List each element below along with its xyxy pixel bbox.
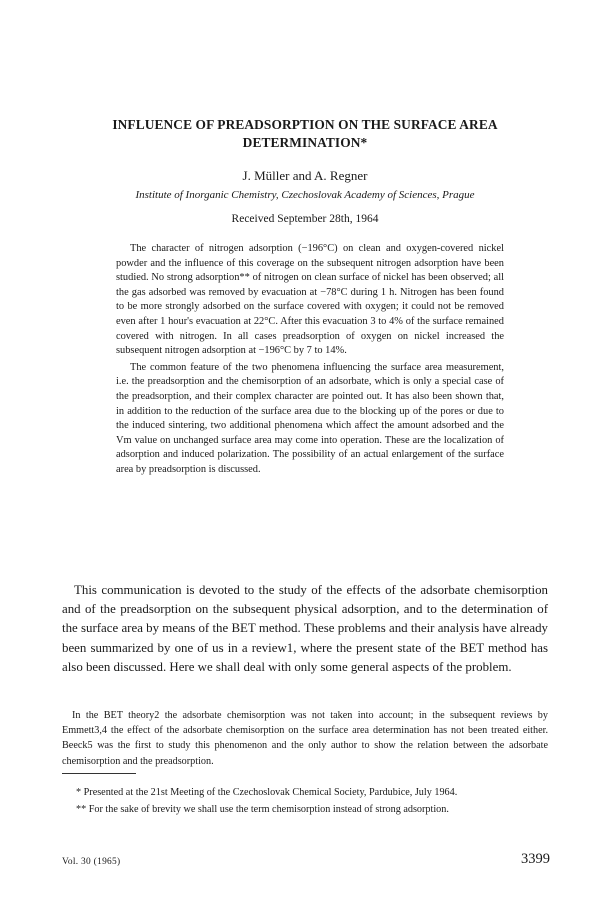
intro-paragraph: This communication is devoted to the study of the effects of the adsorbate chemisorption and of the preadsorption on the subsequent physical adsorption, and to the determination of the surface area by means of the BET method. These problems and their analysis have already been summarized by one of us in a review1, where the present state of the BET method has also been discussed. Here we shall deal with only some general aspects of the problem. — [62, 583, 548, 674]
footnote-2: ** For the sake of brevity we shall use the term chemisorption instead of strong adsorption. — [76, 804, 449, 815]
received-date: Received September 28th, 1964 — [231, 213, 379, 225]
paper-title: INFLUENCE OF PREADSORPTION ON THE SURFACE AREA DETERMINATION* — [112, 117, 498, 150]
footnotes — [62, 786, 548, 817]
authors: J. Müller and A. Regner — [242, 168, 368, 183]
abstract — [116, 242, 504, 478]
body-paragraph: In the BET theory2 the adsorbate chemisorption was not taken into account; in the subsequent reviews by Emmett3,4 the effect of the adsorbate chemisorption on the surface area determination has not been treated either. Beeck5 was the first to study this phenomenon and the only author to show the relation between the adsorbate chemisorption and the preadsorption. — [62, 710, 548, 767]
abstract-paragraph-1: The character of nitrogen adsorption (−196°C) on clean and oxygen-covered nickel powder and the influence of this coverage on the subsequent nitrogen adsorption have been studied. No strong adsorption** of nitrogen on clean surface of nickel has been observed; all the gas adsorbed was removed by evacuation at −78°C during 1 h. Nitrogen has been found to be more strongly adsorbed on the surface covered with oxygen; it could not be removed even after 1 hour's evacuation at 22°C. After this evacuation 3 to 4% of the surface remained covered with nitrogen. In all cases preadsorption of oxygen on nickel increased the subsequent nitrogen adsorption at −196°C by 7 to 14%. — [116, 243, 504, 357]
volume-info: Vol. 30 (1965) — [62, 857, 121, 867]
page-number: 3399 — [521, 851, 550, 867]
affiliation: Institute of Inorganic Chemistry, Czechoslovak Academy of Sciences, Prague — [135, 189, 475, 201]
footnote-divider — [62, 773, 136, 774]
footnote-1: * Presented at the 21st Meeting of the Czechoslovak Chemical Society, Pardubice, July 1964. — [76, 787, 458, 798]
abstract-paragraph-2: The common feature of the two phenomena influencing the surface area measurement, i.e. the preadsorption and the chemisorption of an adsorbate, which is only a special case of the preadsorption, and their complex character are pointed out. It has also been shown that, in addition to the reduction of the surface area due to the blocking up of the pores or due to the induced sintering, two additional phenomena which affect the amount adsorbed and the Vm value on unchanged surface area may come into operation. These are the localization of adsorption and induced polarization. The possibility of an actual enlargement of the surface area by preadsorption is discussed. — [116, 361, 504, 475]
